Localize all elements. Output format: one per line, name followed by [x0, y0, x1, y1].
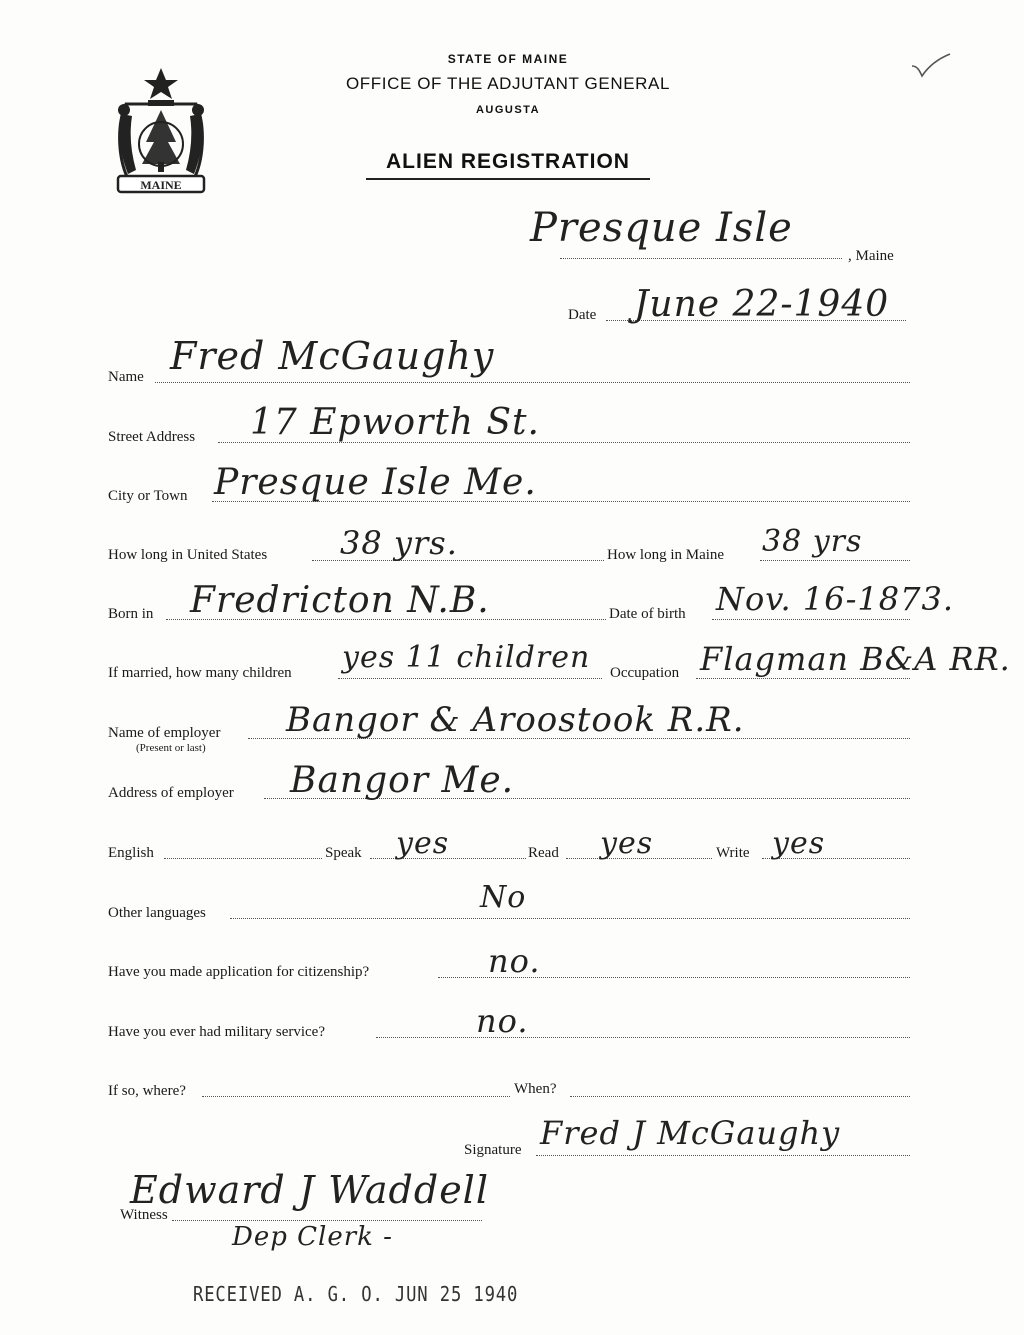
years-maine-entry: 38 yrs — [762, 524, 863, 559]
speak-label: Speak — [325, 845, 362, 861]
military-label: Have you ever had military service? — [108, 1024, 325, 1040]
name-label: Name — [108, 369, 144, 385]
witness-line — [172, 1220, 482, 1221]
military-entry: no. — [476, 1002, 529, 1040]
how-long-maine-line — [760, 560, 910, 561]
occupation-line — [696, 678, 910, 679]
employer-sub-label: (Present or last) — [136, 742, 206, 754]
place-entry: Presque Isle — [530, 205, 793, 251]
witness-entry: Edward J Waddell — [130, 1168, 489, 1212]
employer-address-entry: Bangor Me. — [290, 760, 515, 801]
children-line — [338, 678, 602, 679]
place-suffix-label: , Maine — [848, 248, 894, 264]
date-label: Date — [568, 307, 597, 323]
other-languages-entry: No — [480, 880, 527, 915]
seal-banner-text: MAINE — [140, 178, 182, 192]
how-long-us-label: How long in United States — [108, 547, 268, 563]
employer-entry: Bangor & Aroostook R.R. — [286, 700, 745, 740]
read-label: Read — [528, 845, 559, 861]
street-entry: 17 Epworth St. — [250, 402, 540, 443]
other-languages-line — [230, 918, 910, 919]
header-office: OFFICE OF THE ADJUTANT GENERAL — [345, 74, 671, 93]
signature-line — [536, 1155, 910, 1156]
place-line — [560, 258, 842, 259]
speak-entry: yes — [396, 826, 450, 861]
signature-entry: Fred J McGaughy — [540, 1114, 841, 1152]
employer-label: Name of employer — [108, 725, 221, 741]
city-label: City or Town — [108, 488, 188, 504]
english-line — [164, 858, 322, 859]
form-title: ALIEN REGISTRATION — [386, 150, 630, 173]
military-line — [376, 1037, 910, 1038]
children-entry: yes 11 children — [342, 640, 591, 675]
write-label: Write — [716, 845, 750, 861]
citizenship-entry: no. — [488, 942, 541, 980]
employer-address-label: Address of employer — [108, 785, 234, 801]
english-label: English — [108, 845, 154, 861]
dob-label: Date of birth — [609, 606, 686, 622]
years-us-entry: 38 yrs. — [340, 524, 458, 562]
received-stamp: RECEIVED A. G. O. JUN 25 1940 — [193, 1282, 519, 1306]
occupation-entry: Flagman B&A RR. — [700, 640, 1011, 678]
dob-entry: Nov. 16-1873. — [716, 580, 955, 618]
children-label: If married, how many children — [108, 665, 292, 681]
if-so-line — [202, 1096, 510, 1097]
header-state: STATE OF MAINE — [447, 52, 569, 66]
witness-title-entry: Dep Clerk - — [232, 1222, 393, 1252]
name-entry: Fred McGaughy — [170, 334, 495, 378]
citizenship-label: Have you made application for citizenship? — [108, 964, 370, 980]
name-line — [155, 382, 910, 383]
write-entry: yes — [772, 826, 826, 861]
title-underline — [366, 178, 650, 180]
when-line — [570, 1096, 910, 1097]
street-label: Street Address — [108, 429, 196, 445]
city-entry: Presque Isle Me. — [214, 462, 537, 503]
born-in-label: Born in — [108, 606, 154, 622]
read-entry: yes — [600, 826, 654, 861]
occupation-label: Occupation — [610, 665, 680, 681]
witness-label: Witness — [120, 1207, 168, 1223]
signature-label: Signature — [464, 1142, 522, 1158]
born-in-entry: Fredricton N.B. — [190, 580, 490, 621]
if-so-label: If so, where? — [108, 1083, 186, 1099]
other-languages-label: Other languages — [108, 905, 206, 921]
date-entry: June 22-1940 — [634, 284, 890, 325]
header-city: AUGUSTA — [475, 104, 541, 116]
dob-line — [712, 619, 910, 620]
how-long-maine-label: How long in Maine — [607, 547, 725, 563]
when-label: When? — [514, 1081, 557, 1097]
